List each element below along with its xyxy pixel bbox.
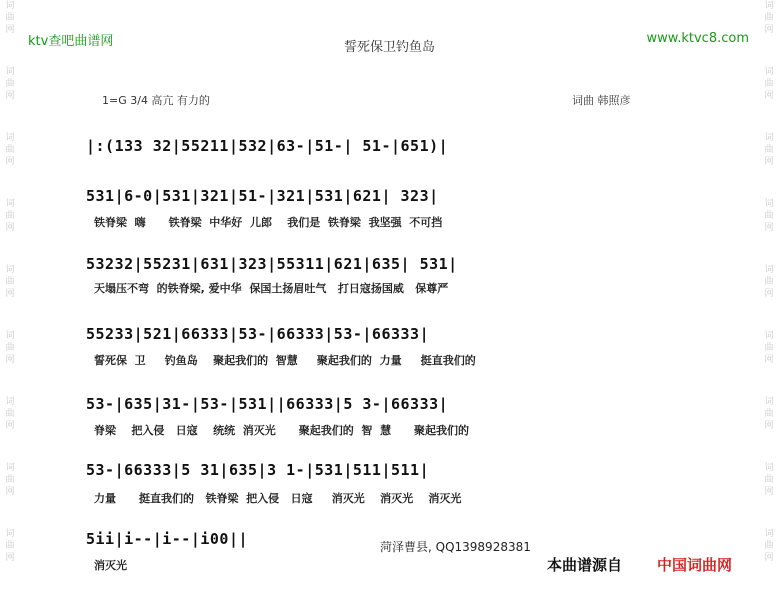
score-lyrics-line-2: 铁脊梁 嗨 铁脊梁 中华好 儿郎 我们是 铁脊梁 我坚强 不可挡 — [94, 216, 443, 229]
score-notes-line-5: 53-|635|31-|53-|531||66333|5 3-|66333| — [86, 395, 449, 413]
score-notes-line-1: |:(133 32|55211|532|63-|51-| 51-|651)| — [86, 137, 449, 155]
score-lyrics-line-3: 天塌压不弯 的铁脊梁, 爱中华 保国土扬眉吐气 打日寇扬国威 保尊严 — [94, 282, 449, 295]
key-signature: 1=G 3/4 高亢 有力的 — [102, 94, 210, 107]
score-lyrics-line-6: 力量 挺直我们的 铁脊梁 把入侵 日寇 消灭光 消灭光 消灭光 — [94, 492, 462, 505]
watermark-column-right: 词 曲 网 词 曲 网 词 曲 网 词 曲 网 词 曲 网 词 曲 网 词 曲 网 词 曲 网 词 曲 网 — [764, 1, 774, 563]
page-title: 誓死保卫钓鱼岛 — [343, 40, 435, 55]
score-notes-line-2: 531|6-0|531|321|51-|321|531|621| 323| — [86, 187, 439, 205]
site-right-link[interactable]: www.ktvc8.com — [646, 31, 749, 46]
network-link[interactable]: 中国词曲网 — [657, 556, 733, 574]
score-lyrics-line-7: 消灭光 — [94, 559, 127, 572]
score-notes-line-4: 55233|521|66333|53-|66333|53-|66333| — [86, 325, 430, 343]
score-notes-line-7: 5ii|i--|i--|i00|| — [86, 530, 249, 548]
score-notes-line-6: 53-|66333|5 31|635|3 1-|531|511|511| — [86, 461, 430, 479]
score-notes-line-3: 53232|55231|631|323|55311|621|635| 531| — [86, 255, 458, 273]
contact-info: 菏泽曹县, QQ1398928381 — [380, 540, 531, 554]
watermark-column-left: 词 曲 网 词 曲 网 词 曲 网 词 曲 网 词 曲 网 词 曲 网 词 曲 网 词 曲 网 词 曲 网 — [5, 1, 15, 563]
author-credit: 词曲 韩照彦 — [572, 94, 631, 107]
source-label: 本曲谱源自 — [547, 556, 623, 574]
site-left-link[interactable]: ktv查吧曲谱网 — [28, 34, 114, 49]
score-lyrics-line-5: 脊梁 把入侵 日寇 统统 消灭光 聚起我们的 智 慧 聚起我们的 — [94, 424, 470, 437]
score-lyrics-line-4: 誓死保 卫 钓鱼岛 聚起我们的 智慧 聚起我们的 力量 挺直我们的 — [94, 354, 476, 367]
